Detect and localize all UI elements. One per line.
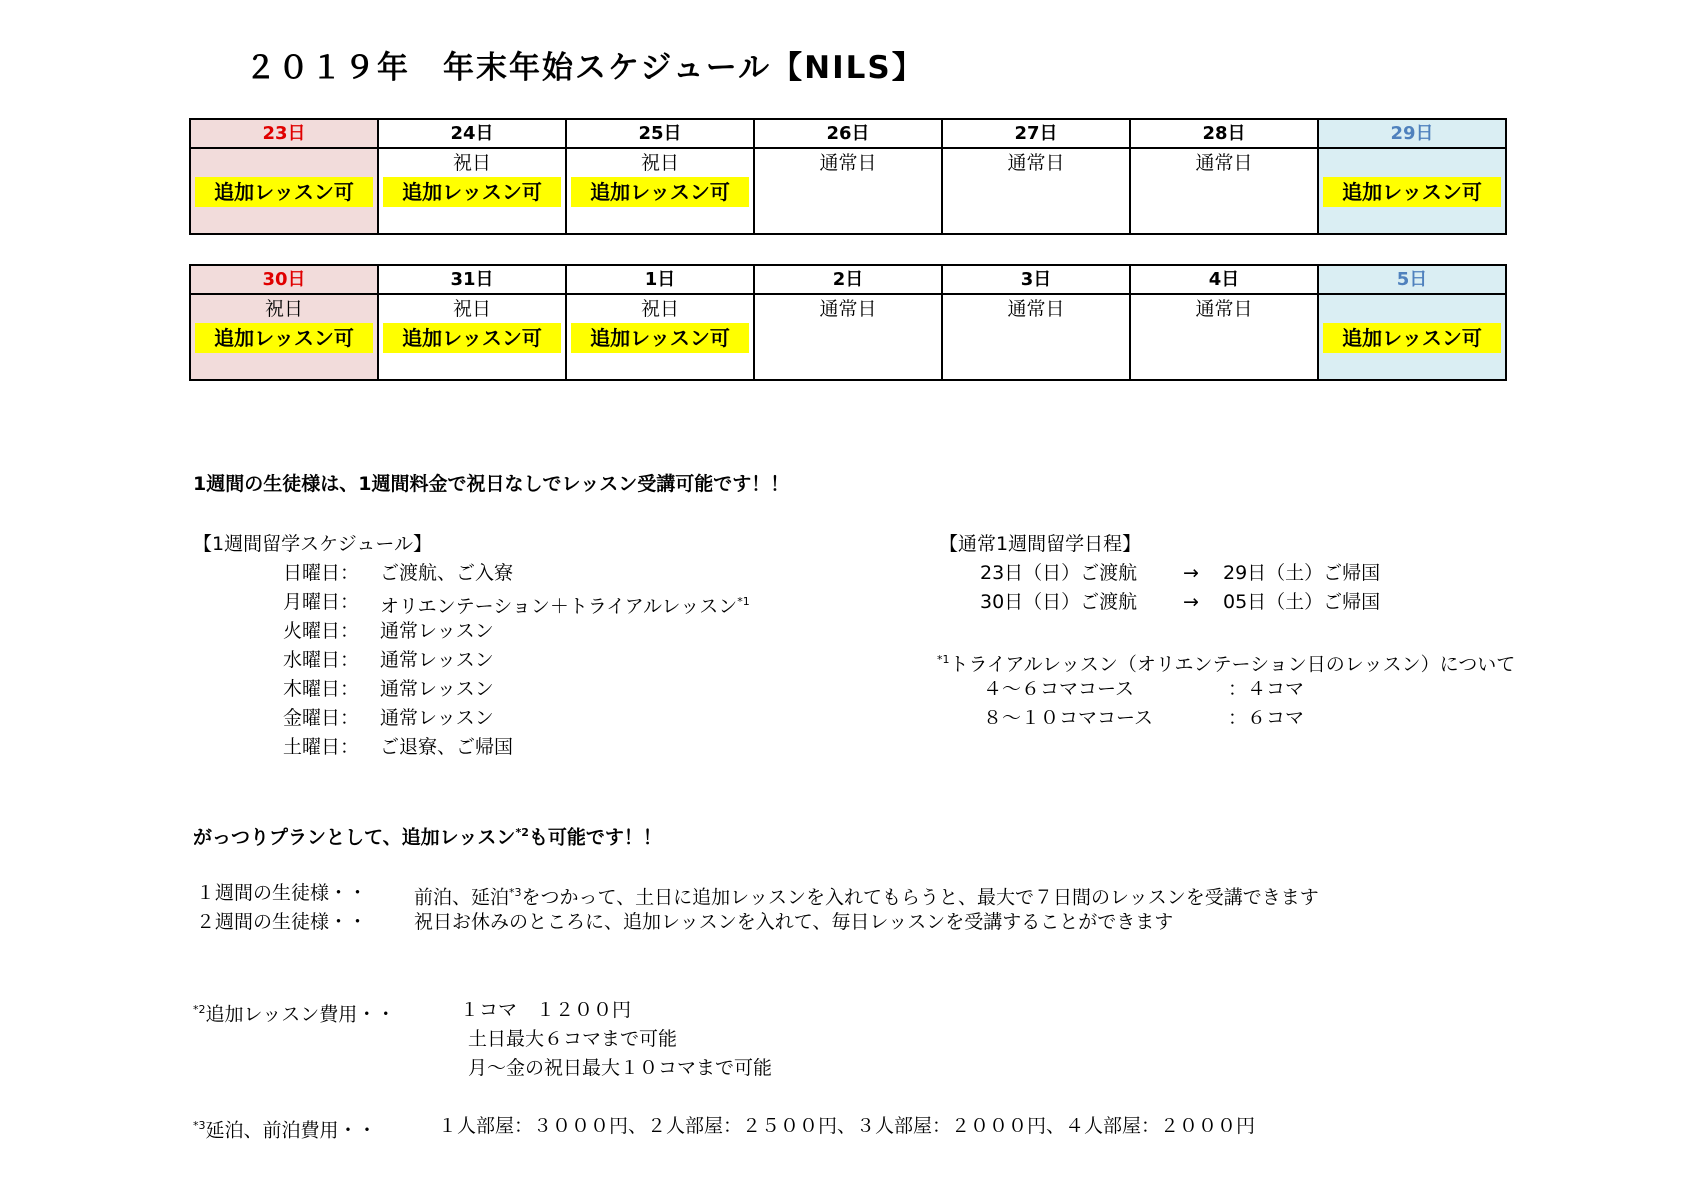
- day-label: 29日: [1390, 123, 1434, 144]
- trial-course: ８～１０コマコース: [983, 707, 1154, 729]
- day-label: 5日: [1396, 269, 1428, 290]
- day-cell: [1130, 294, 1318, 380]
- day-status: 祝日: [640, 152, 679, 174]
- stay-fee-text: １人部屋：３０００円、２人部屋：２５００円、３人部屋：２０００円、４人部屋：２０００円: [438, 1115, 1256, 1137]
- lesson-fee-line: 土日最大６コマまで可能: [468, 1028, 678, 1050]
- day-header: [1318, 265, 1506, 294]
- plan-who: １週間の生徒様・・: [196, 882, 368, 904]
- schedule-day: 金曜日：: [283, 707, 360, 729]
- arrow-icon: →: [1183, 562, 1199, 584]
- trial-value: ：４コマ: [1228, 678, 1305, 700]
- extra-lesson-badge: 追加レッスン可: [383, 177, 561, 207]
- day-header: [378, 119, 566, 148]
- page-title: ２０１９年 年末年始スケジュール【NILS】: [245, 50, 925, 86]
- day-status: 通常日: [1007, 152, 1065, 174]
- schedule-day: 日曜日：: [283, 562, 360, 584]
- day-status: 通常日: [1007, 298, 1065, 320]
- day-cell: [942, 294, 1130, 380]
- schedule-text: 通常レッスン: [380, 678, 494, 700]
- day-cell: [754, 294, 942, 380]
- day-cell: [190, 294, 378, 380]
- day-label: 26日: [826, 123, 870, 144]
- day-cell: [1318, 148, 1506, 234]
- arrow-icon: →: [1183, 591, 1199, 613]
- itinerary-from: 23日（日）ご渡航: [980, 562, 1138, 584]
- day-header: [754, 119, 942, 148]
- lesson-fee-label: $^{*2}$追加レッスン費用・・: [193, 1003, 396, 1026]
- calendar-week-2: [189, 264, 1507, 381]
- day-header: [754, 265, 942, 294]
- plan-who: ２週間の生徒様・・: [196, 911, 368, 933]
- day-label: 24日: [450, 123, 494, 144]
- day-label: 27日: [1014, 123, 1058, 144]
- plan-text: 祝日お休みのところに、追加レッスンを入れて、毎日レッスンを受講することができます: [414, 911, 1174, 933]
- day-status: 祝日: [452, 298, 491, 320]
- schedule-day: 月曜日：: [283, 591, 360, 613]
- extra-lesson-badge: 追加レッスン可: [571, 177, 749, 207]
- day-cell: [566, 294, 754, 380]
- extra-lesson-badge: 追加レッスン可: [195, 177, 373, 207]
- itinerary-to: 29日（土）ご帰国: [1223, 562, 1381, 584]
- day-cell: [942, 148, 1130, 234]
- one-week-heading: 1週間の生徒様は、1週間料金で祝日なしでレッスン受講可能です！！: [193, 473, 790, 495]
- schedule-text: 通常レッスン: [380, 707, 494, 729]
- schedule-day: 木曜日：: [283, 678, 360, 700]
- extra-lesson-badge: 追加レッスン可: [1323, 177, 1501, 207]
- day-header: [566, 265, 754, 294]
- day-status: 通常日: [1195, 152, 1253, 174]
- day-status: [1319, 149, 1505, 177]
- trial-heading: $^{*1}$トライアルレッスン（オリエンテーション日のレッスン）について: [937, 653, 1516, 676]
- schedule-text: ご渡航、ご入寮: [380, 562, 514, 584]
- day-header: [190, 265, 378, 294]
- day-label: 3日: [1020, 269, 1052, 290]
- day-cell: [378, 294, 566, 380]
- day-status: 通常日: [1195, 298, 1253, 320]
- day-cell: [1130, 148, 1318, 234]
- calendar-week-1: [189, 118, 1507, 235]
- trial-value: ：６コマ: [1228, 707, 1305, 729]
- day-label: 30日: [262, 269, 306, 290]
- schedule-text: オリエンテーション＋トライアルレッスン$^{*1}$: [380, 595, 750, 618]
- day-status: 祝日: [264, 298, 303, 320]
- itinerary-heading: 【通常1週間留学日程】: [939, 533, 1142, 555]
- day-status: 祝日: [640, 298, 679, 320]
- day-label: 2日: [832, 269, 864, 290]
- schedule-text: 通常レッスン: [380, 620, 494, 642]
- day-label: 28日: [1202, 123, 1246, 144]
- day-header: [1130, 265, 1318, 294]
- trial-course: ４～６コマコース: [983, 678, 1135, 700]
- extra-lesson-badge: 追加レッスン可: [571, 323, 749, 353]
- day-label: 4日: [1208, 269, 1240, 290]
- day-cell: [378, 148, 566, 234]
- day-header: [942, 265, 1130, 294]
- lesson-fee-line: 月～金の祝日最大１０コマまで可能: [468, 1057, 773, 1079]
- day-header: [1318, 119, 1506, 148]
- itinerary-to: 05日（土）ご帰国: [1223, 591, 1381, 613]
- day-status: 通常日: [819, 152, 877, 174]
- plan-text: 前泊、延泊$^{*3}$をつかって、土日に追加レッスンを入れてもらうと、最大で７日間のレッスンを受講できます: [414, 886, 1319, 909]
- day-status: 祝日: [452, 152, 491, 174]
- day-status: [1319, 295, 1505, 323]
- day-cell: [754, 148, 942, 234]
- day-header: [942, 119, 1130, 148]
- schedule-heading: 【1週間留学スケジュール】: [193, 533, 432, 555]
- schedule-text: ご退寮、ご帰国: [380, 736, 514, 758]
- schedule-day: 水曜日：: [283, 649, 360, 671]
- day-status: [191, 149, 377, 177]
- schedule-text: 通常レッスン: [380, 649, 494, 671]
- day-cell: [190, 148, 378, 234]
- lesson-fee-line: １コマ １２００円: [460, 999, 632, 1021]
- day-label: 25日: [638, 123, 682, 144]
- extra-lesson-badge: 追加レッスン可: [1323, 323, 1501, 353]
- extra-lesson-badge: 追加レッスン可: [383, 323, 561, 353]
- day-header: [190, 119, 378, 148]
- day-status: 通常日: [819, 298, 877, 320]
- itinerary-from: 30日（日）ご渡航: [980, 591, 1138, 613]
- day-label: 31日: [450, 269, 494, 290]
- schedule-day: 火曜日：: [283, 620, 360, 642]
- stay-fee-label: $^{*3}$延泊、前泊費用・・: [193, 1119, 377, 1142]
- schedule-day: 土曜日：: [283, 736, 360, 758]
- day-cell: [566, 148, 754, 234]
- day-header: [378, 265, 566, 294]
- day-cell: [1318, 294, 1506, 380]
- day-label: 1日: [644, 269, 676, 290]
- day-label: 23日: [262, 123, 306, 144]
- plan-heading: がっつりプランとして、追加レッスン$^{*2}$も可能です！！: [193, 826, 662, 849]
- day-header: [1130, 119, 1318, 148]
- extra-lesson-badge: 追加レッスン可: [195, 323, 373, 353]
- day-header: [566, 119, 754, 148]
